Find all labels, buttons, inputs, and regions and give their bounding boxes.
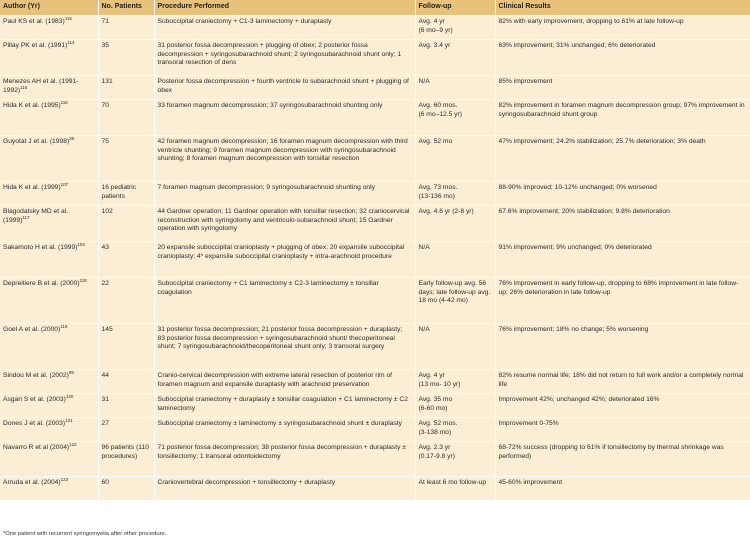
cell-follow-up: [415, 418, 495, 442]
cell-patients: [98, 136, 154, 182]
cell-follow-up: [415, 242, 495, 278]
cell-author: [0, 206, 98, 242]
cell-procedure: [154, 206, 415, 242]
cell-procedure-text: 42 foramen magnum decompression; 16 foramen magnum decompression with third ventricle shunting; 9 foramen magnum decompression with syringosubarachnoid shunting; 8 foramen magnum decompression with tonsillar resection: [157, 138, 408, 163]
cell-results-text: 82% improvement in foramen magnum decompression group; 97% improvement in syringosubarachnoid shunt group: [498, 102, 745, 118]
cell-follow-up-text: N/A: [418, 244, 430, 252]
cell-author: [0, 324, 98, 370]
cell-results: [495, 76, 750, 100]
cell-patients-text: 102: [101, 208, 113, 216]
cell-patients-text: 60: [101, 479, 109, 487]
reference-number: 114: [67, 40, 75, 46]
cell-results-text: 63% improvement; 31% unchanged; 6% deteriorated: [498, 42, 656, 50]
cell-follow-up: [415, 477, 495, 501]
cell-patients-text: 75: [101, 138, 109, 146]
reference-number: 116: [60, 100, 68, 106]
cell-author-text: Pillay PK et al. (1991): [3, 42, 68, 50]
reference-number: 107: [60, 182, 69, 188]
cell-results: [495, 16, 750, 40]
cell-follow-up-text: N/A: [418, 78, 430, 86]
cell-follow-up: [415, 100, 495, 136]
cell-author: [0, 418, 98, 442]
cell-procedure: [154, 370, 415, 394]
cell-author-text: Dones J et al. (2003): [3, 420, 66, 428]
cell-procedure-text: Cranio-cervical decompression with extreme lateral resection of posterior rim of foramen magnum and expansile duraplasty with arachnoid preservation: [157, 372, 393, 388]
cell-follow-up-text: Avg. 4 yr (13 mo- 10 yr): [418, 372, 461, 388]
table-row: [0, 100, 750, 136]
cell-author: [0, 16, 98, 40]
cell-procedure-text: 44 Gardner operation; 11 Gardner operation with tonsillar resection; 32 craniocervical reconstruction with syringotomy and ventriculo-subarachnoid shunt; 15 Gardner operation with syringotomy: [157, 208, 410, 233]
cell-follow-up-text: Avg. 4.6 yr (2-8 yr): [418, 208, 474, 216]
cell-follow-up-text: N/A: [418, 326, 430, 334]
header-patients: No. Patients: [98, 0, 154, 16]
cell-patients-text: 71: [101, 18, 109, 26]
header-author: Author (Yr): [0, 0, 98, 16]
cell-author: [0, 136, 98, 182]
table-row: [0, 418, 750, 442]
cell-results: [495, 442, 750, 477]
cell-procedure: [154, 182, 415, 206]
cell-patients-text: 22: [101, 280, 109, 288]
header-follow-up: Follow-up: [415, 0, 495, 16]
cell-follow-up-text: Early follow-up avg. 56 days; late follow-up avg. 18 mo (4-42 mo): [418, 280, 491, 305]
cell-procedure: [154, 477, 415, 501]
cell-author-text: Goel A et al. (2000): [3, 326, 61, 334]
cell-results-text: 45-60% improvement: [498, 479, 563, 487]
cell-patients: [98, 76, 154, 100]
cell-results-text: 47% improvement; 24.2% stabilization; 25.7% deterioration; 3% death: [498, 138, 706, 146]
cell-procedure-text: 31 posterior fossa decompression + plugging of obex; 2 posterior fossa decompression + syringosubarachnoid shunt; 2 syringosubarachnoid shunt only; 1 transoral resection of dens: [157, 42, 402, 67]
cell-results: [495, 370, 750, 394]
table-row: [0, 477, 750, 501]
cell-results: [495, 242, 750, 278]
header-results: Clinical Results: [495, 0, 750, 16]
cell-procedure: [154, 324, 415, 370]
cell-patients-text: 31: [101, 396, 109, 404]
reference-number: 118: [79, 278, 87, 284]
cell-follow-up: [415, 76, 495, 100]
cell-patients: [98, 370, 154, 394]
table-row: [0, 206, 750, 242]
cell-follow-up-text: Avg. 4 yr (6 mo–9 yr): [418, 18, 453, 34]
cell-patients-text: 96 patients (110 procedures): [101, 444, 149, 460]
table-row: [0, 76, 750, 100]
header-procedure: Procedure Performed: [154, 0, 415, 16]
cell-results-text: Improvement 42%; unchanged 42%; deteriorated 16%: [498, 396, 660, 404]
cell-author-text: Paul KS et al. (1983): [3, 18, 65, 26]
cell-author-text: Sakamoto H et al. (1999): [3, 244, 78, 252]
cell-author-text: Menezes AH et al. (1991-1992): [3, 78, 79, 94]
header-row: [0, 0, 750, 16]
cell-procedure-text: Suboccipital craniectomy ± laminectomy ± syringosubarachnoid shunt ± duraplasty: [157, 420, 402, 428]
cell-results: [495, 324, 750, 370]
cell-results-text: 82% resume normal life; 18% did not return to full work and/or a completely normal life: [498, 372, 744, 388]
reference-number: 36: [69, 136, 75, 142]
reference-number: 115: [64, 16, 72, 22]
reference-number: 120: [65, 394, 74, 400]
cell-patients-text: 35: [101, 42, 109, 50]
cell-procedure: [154, 418, 415, 442]
table-row: [0, 442, 750, 477]
cell-results: [495, 136, 750, 182]
cell-follow-up: [415, 182, 495, 206]
cell-author-text: Arruda et al. (2004): [3, 479, 61, 487]
cell-results-text: Improvement 0-75%: [498, 420, 559, 428]
cell-author: [0, 442, 98, 477]
cell-results: [495, 394, 750, 418]
cell-follow-up: [415, 324, 495, 370]
cell-patients: [98, 206, 154, 242]
table-row: [0, 40, 750, 76]
cell-procedure: [154, 136, 415, 182]
cell-author: [0, 242, 98, 278]
cell-results: [495, 477, 750, 501]
cell-procedure-text: Craniovertebral decompression + tonsillectomy + duraplasty: [157, 479, 336, 487]
cell-patients-text: 43: [101, 244, 109, 252]
reference-number: 119: [60, 324, 68, 330]
cell-patients: [98, 182, 154, 206]
cell-procedure: [154, 278, 415, 324]
cell-procedure-text: Suboccipital craniectomy + duraplasty ± tonsillar coagulation + C1 laminectomy ± C2 laminectomy: [157, 396, 408, 412]
cell-author-text: Blagodatsky MD et al. (1999): [3, 208, 69, 224]
reference-number: 122: [69, 442, 77, 448]
cell-results-text: 82% with early improvement, dropping to 61% at late follow-up: [498, 18, 684, 26]
cell-patients-text: 44: [101, 372, 109, 380]
cell-patients-text: 27: [101, 420, 109, 428]
cell-results: [495, 206, 750, 242]
cell-author: [0, 100, 98, 136]
cell-results-text: 88-90% improved; 10-12% unchanged; 0% worsened: [498, 184, 657, 192]
table-row: [0, 278, 750, 324]
cell-author-text: Hida K et al. (1995): [3, 102, 61, 110]
reference-number: 95: [68, 370, 74, 376]
cell-patients: [98, 324, 154, 370]
cell-results: [495, 100, 750, 136]
cell-procedure: [154, 100, 415, 136]
cell-author: [0, 477, 98, 501]
cell-procedure: [154, 442, 415, 477]
reference-number: 117: [22, 214, 30, 220]
cell-patients-text: 16 pediatric patients: [101, 184, 137, 200]
cell-procedure-text: Suboccipital craniectomy + C1 laminectomy ± C2-3 laminectomy ± tonsillar coagulation: [157, 280, 379, 296]
cell-author-text: Guyotat J et al. (1998): [3, 138, 70, 146]
cell-results-text: 85% improvement: [498, 78, 553, 86]
reference-number: 121: [65, 418, 73, 424]
cell-patients: [98, 418, 154, 442]
reference-number: 104: [77, 242, 85, 248]
cell-procedure-text: 7 foramen magnum decompression; 9 syringosubarachnoid shunting only: [157, 184, 375, 192]
cell-author-text: Sindou M et al. (2002): [3, 372, 69, 380]
cell-patients-text: 70: [101, 102, 109, 110]
reference-number: 123: [60, 477, 69, 483]
cell-procedure: [154, 394, 415, 418]
cell-follow-up-text: Avg. 2.3 yr (0.17-9.8 yr): [418, 444, 455, 460]
cell-results-text: 68-72% success (dropping to 61% if tonsillectomy by thermal shrinkage was performed): [498, 444, 724, 460]
cell-procedure: [154, 76, 415, 100]
cell-follow-up-text: Avg. 60 mos. (6 mo–12.5 yr): [418, 102, 462, 118]
cell-patients: [98, 16, 154, 40]
cell-patients-text: 131: [101, 78, 113, 86]
cell-follow-up-text: Avg. 3.4 yr: [418, 42, 451, 50]
cell-procedure-text: 20 expansile suboccipital cranioplasty + plugging of obex; 20 expansile suboccipital cranioplasty; 4* expansile suboccipital cranioplasty + intra-arachnoid procedure: [157, 244, 405, 260]
cell-author-text: Depreitiere B et al. (2000): [3, 280, 80, 288]
cell-follow-up: [415, 40, 495, 76]
cell-results: [495, 418, 750, 442]
cell-author: [0, 370, 98, 394]
cell-procedure-text: 71 posterior fossa decompression; 38 posterior fossa decompression + duraplasty ± tonsillectomy; 1 transoral odontoidectomy: [157, 444, 406, 460]
cell-follow-up: [415, 370, 495, 394]
cell-patients: [98, 477, 154, 501]
cell-procedure-text: 33 foramen magnum decompression; 37 syringosubarachnoid shunting only: [157, 102, 383, 110]
cell-author-text: Navarro R et al (2004): [3, 444, 70, 452]
cell-patients: [98, 442, 154, 477]
table-row: [0, 324, 750, 370]
table-row: [0, 136, 750, 182]
table-row: [0, 370, 750, 394]
table-row: [0, 182, 750, 206]
cell-follow-up: [415, 136, 495, 182]
cell-follow-up-text: Avg. 73 mos. (13-136 mo): [418, 184, 458, 200]
cell-results: [495, 278, 750, 324]
cell-procedure: [154, 16, 415, 40]
cell-results-text: 67.6% improvement; 20% stabilization; 9.8% deterioration: [498, 208, 670, 216]
table-row: [0, 242, 750, 278]
cell-procedure-text: Suboccipital craniectomy + C1-3 laminectomy + duraplasty: [157, 18, 332, 26]
cell-author: [0, 40, 98, 76]
cell-procedure: [154, 40, 415, 76]
cell-author-text: Hida K et al. (1999): [3, 184, 61, 192]
cell-follow-up: [415, 394, 495, 418]
cell-author-text: Asgari S et al. (2003): [3, 396, 66, 404]
cell-follow-up-text: Avg. 35 mo (6-60 mo): [418, 396, 453, 412]
cell-author: [0, 76, 98, 100]
cell-follow-up-text: Avg. 52 mo: [418, 138, 453, 146]
cell-follow-up: [415, 442, 495, 477]
cell-patients: [98, 40, 154, 76]
cell-follow-up: [415, 278, 495, 324]
cell-results: [495, 182, 750, 206]
table-row: [0, 16, 750, 40]
cell-author: [0, 182, 98, 206]
cell-patients: [98, 242, 154, 278]
cell-patients: [98, 394, 154, 418]
reference-number: 116: [20, 84, 28, 90]
cell-procedure-text: 31 posterior fossa decompression; 21 posterior fossa decompression + duraplasty; 83 posterior fossa decompression + syringosubarachnoid shunt/ thecoperitoneal shunt; 7 syringosubarachnoid/thecoperitoneal shunt only; 3 transoral surgery: [157, 326, 403, 351]
cell-procedure-text: Posterior fossa decompression + fourth ventricle to subarachnoid shunt + plugging of obex: [157, 78, 409, 94]
cell-patients: [98, 278, 154, 324]
cell-author: [0, 278, 98, 324]
table-row: [0, 394, 750, 418]
cell-author: [0, 394, 98, 418]
cell-procedure: [154, 242, 415, 278]
cell-follow-up: [415, 16, 495, 40]
cell-follow-up-text: At least 6 mo follow-up: [418, 479, 487, 487]
cell-patients: [98, 100, 154, 136]
cell-results-text: 76% improvement in early follow-up, dropping to 68% improvement in late follow-up; 26% deterioration in late follow-up: [498, 280, 739, 296]
cell-results-text: 76% improvement; 18% no change; 5% worsening: [498, 326, 649, 334]
cell-results: [495, 40, 750, 76]
cell-follow-up-text: Avg. 52 mos. (3-138 mo): [418, 420, 458, 436]
cell-follow-up: [415, 206, 495, 242]
table-body: [0, 16, 750, 501]
cell-patients-text: 145: [101, 326, 113, 334]
footnote: *One patient with recurrent syringomyelia after other procedure.: [3, 531, 167, 537]
cell-results-text: 91% improvement; 9% unchanged; 0% deteriorated: [498, 244, 652, 252]
